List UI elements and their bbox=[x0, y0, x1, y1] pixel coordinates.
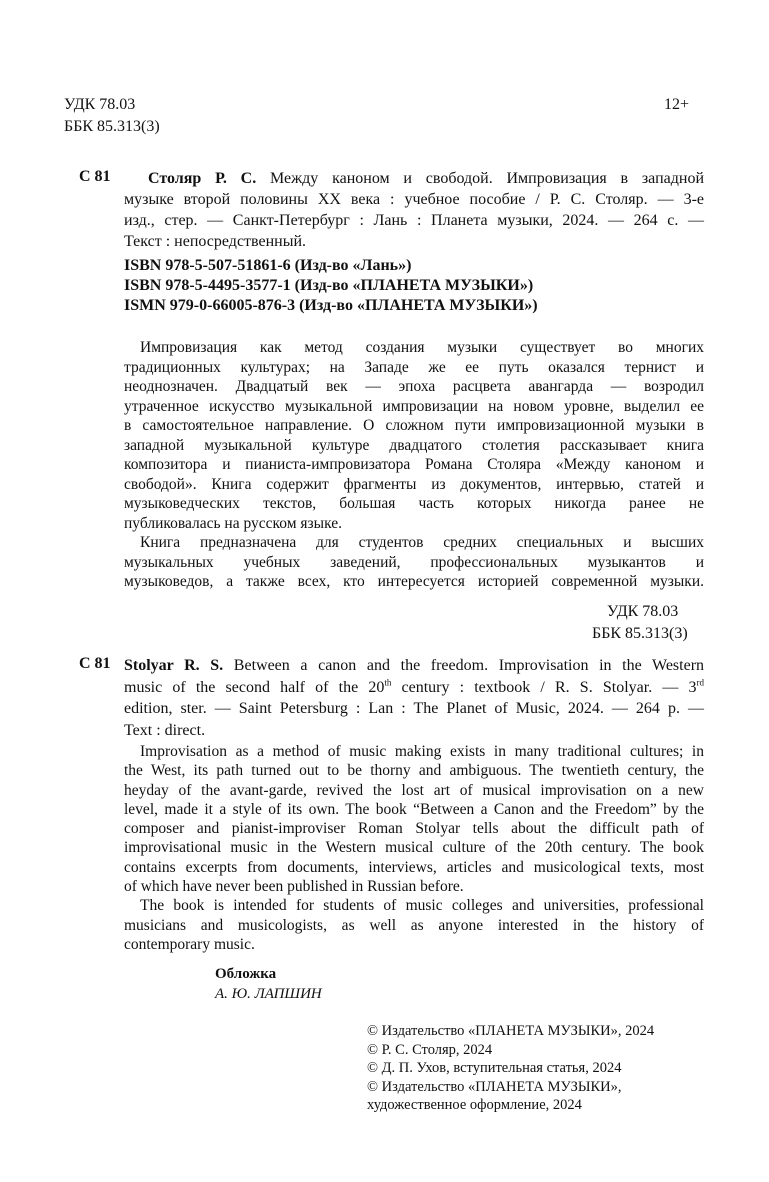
en-entry-line-1: Stolyar R. S. Between a canon and the freedom. Improvisation in the Western bbox=[124, 657, 705, 674]
udk-code: УДК 78.03 bbox=[64, 96, 136, 113]
annotation-en: Improvisation as a method of music making exists in many traditional cultures; in the West, its path turned out to be thorny and ambiguous. The twentieth century, the heyday of the avant-garde, revived the lost art of musical improvisation on a new level, made it a style of its own. The book “Between a Canon and the Freedom” by the composer and pianist-improviser Roman Stolyar tells about the difficult path of improvisational music in the Western musical culture of the 20th century. The book contains excerpts from documents, interviews, articles and musicological texts, most of which have never been published in Russian before. The book is intended for students of music colleges and universities, professional musicians and musicologists, as well as anyone interested in the history of contemporary music. bbox=[124, 743, 704, 953]
isbn-line: ISBN 978-5-507-51861-6 (Изд-во «Лань») bbox=[124, 257, 412, 274]
ru-entry-author: Столяр Р. С. bbox=[148, 170, 257, 187]
copyright-block bbox=[367, 1022, 654, 1115]
ru-entry bbox=[124, 168, 704, 252]
ismn-line: ISMN 979-0-66005-876-3 (Изд-во «ПЛАНЕТА МУЗЫКИ») bbox=[124, 297, 538, 314]
ru-entry-line-2: музыке второй половины XX века : учебное пособие / Р. С. Столяр. — 3-е bbox=[124, 191, 704, 208]
ru-entry-line-1: Столяр Р. С. Между каноном и свободой. Импровизация в западной bbox=[148, 170, 705, 187]
en-entry-line-4: Text : direct. bbox=[124, 721, 206, 739]
ru-entry-code: С 81 bbox=[79, 168, 111, 185]
copyright-line: художественное оформление, 2024 bbox=[367, 1097, 582, 1113]
en-entry bbox=[124, 655, 704, 741]
en-entry-code: С 81 bbox=[79, 655, 111, 672]
ru-entry-line-3: изд., стер. — Санкт-Петербург : Лань : Планета музыки, 2024. — 264 с. — bbox=[124, 212, 704, 229]
en-entry-line-3: edition, ster. — Saint Petersburg : Lan : The Planet of Music, 2024. — 264 p. — bbox=[124, 700, 704, 717]
copyright-line: © Издательство «ПЛАНЕТА МУЗЫКИ», bbox=[367, 1078, 622, 1095]
cover-artist: А. Ю. ЛАПШИН bbox=[215, 986, 322, 1002]
en-entry-line-2: music of the second half of the 20th century : textbook / R. S. Stolyar. — 3rd bbox=[124, 677, 704, 696]
bbk-code-en: ББК 85.313(3) bbox=[592, 625, 688, 642]
age-rating: 12+ bbox=[664, 96, 690, 113]
isbn-list bbox=[124, 256, 538, 316]
copyright-line: © Р. С. Столяр, 2024 bbox=[367, 1041, 493, 1058]
en-entry-author: Stolyar R. S. bbox=[124, 657, 224, 674]
copyright-line: © Д. П. Ухов, вступительная статья, 2024 bbox=[367, 1060, 622, 1076]
copyright-line: © Издательство «ПЛАНЕТА МУЗЫКИ», 2024 bbox=[367, 1023, 655, 1039]
cover-label: Обложка bbox=[215, 966, 277, 982]
ru-entry-line-4: Текст : непосредственный. bbox=[124, 233, 307, 250]
udk-code-en: УДК 78.03 bbox=[607, 603, 679, 620]
isbn-line: ISBN 978-5-4495-3577-1 (Изд-во «ПЛАНЕТА МУЗЫКИ») bbox=[124, 277, 534, 294]
bbk-code: ББК 85.313(3) bbox=[64, 118, 160, 135]
annotation-ru: Импровизация как метод создания музыки существует во многих традиционных культурах; на Западе же ее путь оказался тернист и неоднозначен. Двадцатый век — эпоха расцвета авангарда — возродил утраченное искусство музыкальной импровизации на новом уровне, выделил ее в самостоятельное направление. О сложном пути импровизационной музыки в западной музыкальной культуре двадцатого столетия рассказывает книга композитора и пианиста-импровизатора Романа Столяра «Между каноном и свободой». Книга содержит фрагменты из документов, интервью, статей и музыковедческих текстов, большая часть которых никогда ранее не публиковалась на русском языке. Книга предназначена для студентов средних специальных и высших музыкальных учебных заведений, профессиональных музыкантов и музыковедов, а также всех, кто интересуется историей современной музыки. bbox=[124, 339, 704, 590]
